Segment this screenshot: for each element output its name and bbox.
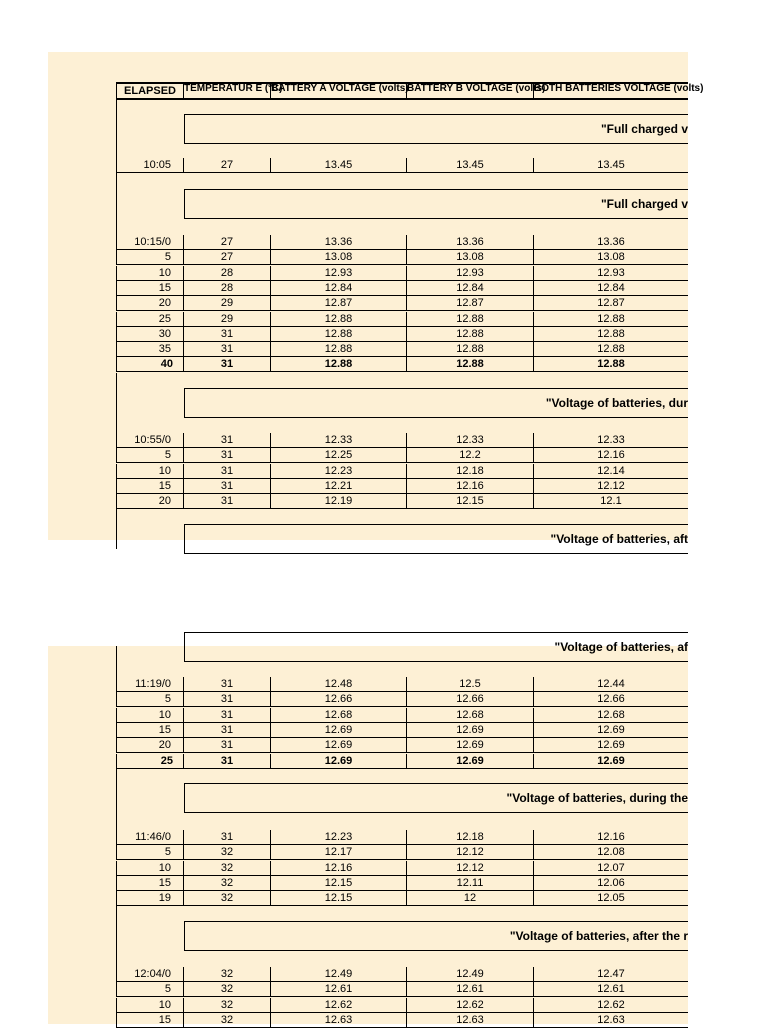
elapsed-cell: 11:46/0 [116, 830, 184, 845]
temperature-cell: 32 [184, 998, 271, 1013]
table-row [116, 296, 688, 311]
elapsed-cell: 10 [116, 708, 184, 723]
both-batteries-cell: 12.63 [534, 1013, 688, 1028]
temperature-cell: 29 [184, 296, 271, 311]
battery-a-cell: 12.15 [271, 876, 407, 891]
both-batteries-cell: 12.44 [534, 677, 688, 692]
battery-a-cell: 12.33 [271, 433, 407, 448]
both-batteries-cell: 12.84 [534, 281, 688, 296]
battery-b-cell: 12.66 [407, 692, 534, 707]
battery-b-cell: 12.87 [407, 296, 534, 311]
table-row [116, 250, 688, 265]
battery-a-cell: 12.66 [271, 692, 407, 707]
elapsed-cell: 5 [116, 250, 184, 265]
battery-b-cell: 12 [407, 891, 534, 906]
temperature-cell: 32 [184, 845, 271, 860]
temperature-cell: 32 [184, 982, 271, 997]
section-note-text: "Full charged v [600, 197, 688, 211]
table-row [116, 708, 688, 723]
temperature-cell: 31 [184, 754, 271, 769]
battery-a-cell: 12.69 [271, 738, 407, 753]
section-note [184, 189, 688, 219]
section-note [184, 524, 688, 554]
table-row [116, 479, 688, 494]
battery-a-cell: 12.69 [271, 754, 407, 769]
battery-b-cell: 12.88 [407, 327, 534, 342]
both-batteries-cell: 12.88 [534, 327, 688, 342]
battery-b-cell: 13.08 [407, 250, 534, 265]
elapsed-cell: 10:15/0 [116, 235, 184, 250]
battery-a-cell: 12.15 [271, 891, 407, 906]
temperature-cell: 31 [184, 677, 271, 692]
both-batteries-cell: 13.36 [534, 235, 688, 250]
elapsed-cell: 10 [116, 861, 184, 876]
section-note-text: "Full charged v [600, 122, 688, 136]
battery-b-cell: 12.11 [407, 876, 534, 891]
header-battery-b: BATTERY B VOLTAGE (volts) [407, 82, 534, 100]
table-row [116, 677, 688, 692]
temperature-cell: 32 [184, 967, 271, 982]
elapsed-cell: 10 [116, 464, 184, 479]
battery-a-cell: 12.84 [271, 281, 407, 296]
elapsed-cell: 15 [116, 479, 184, 494]
both-batteries-cell: 12.1 [534, 494, 688, 509]
elapsed-cell: 20 [116, 296, 184, 311]
temperature-cell: 31 [184, 494, 271, 509]
temperature-cell: 31 [184, 723, 271, 738]
temperature-cell: 31 [184, 479, 271, 494]
section-note-text: "Voltage of batteries, dur [545, 396, 688, 410]
both-batteries-cell: 12.61 [534, 982, 688, 997]
data-table [48, 52, 704, 546]
battery-b-cell: 12.16 [407, 479, 534, 494]
battery-a-cell: 12.61 [271, 982, 407, 997]
header-temperature: TEMPERATUR E (ºC) [184, 82, 271, 100]
table-row [116, 266, 688, 281]
table-row [116, 967, 688, 982]
battery-b-cell: 12.49 [407, 967, 534, 982]
battery-b-cell: 12.88 [407, 312, 534, 327]
elapsed-cell: 10 [116, 266, 184, 281]
section-note [184, 783, 688, 813]
both-batteries-cell: 13.08 [534, 250, 688, 265]
section-note-text: "Voltage of batteries, after the r [509, 929, 688, 943]
elapsed-cell: 25 [116, 312, 184, 327]
column-header-row [116, 82, 704, 100]
elapsed-cell: 10:05 [116, 158, 184, 173]
temperature-cell: 32 [184, 891, 271, 906]
header-battery-a: BATTERY A VOLTAGE (volts) [271, 82, 407, 100]
elapsed-cell: 25 [116, 754, 184, 769]
battery-b-cell: 12.88 [407, 357, 534, 372]
both-batteries-cell: 12.69 [534, 723, 688, 738]
both-batteries-cell: 12.47 [534, 967, 688, 982]
table-row [116, 982, 688, 997]
elapsed-cell: 11:19/0 [116, 677, 184, 692]
battery-b-cell: 12.63 [407, 1013, 534, 1028]
table-row [116, 312, 688, 327]
battery-a-cell: 12.63 [271, 1013, 407, 1028]
battery-a-cell: 12.88 [271, 312, 407, 327]
temperature-cell: 31 [184, 738, 271, 753]
temperature-cell: 28 [184, 266, 271, 281]
section-note [184, 114, 688, 144]
battery-b-cell: 12.68 [407, 708, 534, 723]
elapsed-cell: 15 [116, 876, 184, 891]
temperature-cell: 28 [184, 281, 271, 296]
elapsed-cell: 35 [116, 342, 184, 357]
both-batteries-cell: 12.62 [534, 998, 688, 1013]
battery-a-cell: 12.25 [271, 448, 407, 463]
battery-a-cell: 13.45 [271, 158, 407, 173]
both-batteries-cell: 12.66 [534, 692, 688, 707]
battery-a-cell: 12.17 [271, 845, 407, 860]
battery-a-cell: 12.69 [271, 723, 407, 738]
elapsed-cell: 20 [116, 738, 184, 753]
both-batteries-cell: 12.06 [534, 876, 688, 891]
temperature-cell: 32 [184, 861, 271, 876]
battery-a-cell: 12.16 [271, 861, 407, 876]
table-row [116, 1013, 688, 1028]
temperature-cell: 32 [184, 1013, 271, 1028]
table-row [116, 327, 688, 342]
elapsed-cell: 15 [116, 723, 184, 738]
temperature-cell: 29 [184, 312, 271, 327]
table-row [116, 998, 688, 1013]
battery-b-cell: 12.5 [407, 677, 534, 692]
both-batteries-cell: 12.93 [534, 266, 688, 281]
battery-b-cell: 12.18 [407, 464, 534, 479]
elapsed-cell: 5 [116, 982, 184, 997]
section-note [184, 632, 688, 662]
table-row [116, 357, 688, 372]
elapsed-cell: 19 [116, 891, 184, 906]
elapsed-cell: 10 [116, 998, 184, 1013]
battery-b-cell: 12.69 [407, 723, 534, 738]
elapsed-cell: 5 [116, 448, 184, 463]
battery-b-cell: 12.69 [407, 738, 534, 753]
elapsed-cell: 15 [116, 281, 184, 296]
both-batteries-cell: 12.08 [534, 845, 688, 860]
table-row [116, 876, 688, 891]
temperature-cell: 31 [184, 342, 271, 357]
spreadsheet-page-2 [48, 640, 688, 1026]
table-row [116, 754, 688, 769]
temperature-cell: 27 [184, 250, 271, 265]
elapsed-cell: 30 [116, 327, 184, 342]
temperature-cell: 27 [184, 158, 271, 173]
both-batteries-cell: 13.45 [534, 158, 688, 173]
table-row [116, 845, 688, 860]
battery-a-cell: 12.19 [271, 494, 407, 509]
battery-b-cell: 12.88 [407, 342, 534, 357]
both-batteries-cell: 12.14 [534, 464, 688, 479]
battery-b-cell: 12.62 [407, 998, 534, 1013]
section-note-text: "Voltage of batteries, aft [550, 532, 688, 546]
section-note [184, 921, 688, 951]
battery-b-cell: 12.69 [407, 754, 534, 769]
battery-b-cell: 12.12 [407, 861, 534, 876]
battery-b-cell: 12.33 [407, 433, 534, 448]
battery-b-cell: 13.36 [407, 235, 534, 250]
temperature-cell: 31 [184, 464, 271, 479]
battery-a-cell: 12.93 [271, 266, 407, 281]
elapsed-cell: 15 [116, 1013, 184, 1028]
temperature-cell: 31 [184, 830, 271, 845]
both-batteries-cell: 12.12 [534, 479, 688, 494]
battery-a-cell: 12.88 [271, 342, 407, 357]
elapsed-cell: 10:55/0 [116, 433, 184, 448]
table-row [116, 891, 688, 906]
battery-a-cell: 13.08 [271, 250, 407, 265]
battery-a-cell: 12.23 [271, 830, 407, 845]
section-note [184, 388, 688, 418]
both-batteries-cell: 12.16 [534, 448, 688, 463]
elapsed-cell: 12:04/0 [116, 967, 184, 982]
spreadsheet-page-1 [48, 52, 704, 546]
elapsed-cell: 5 [116, 692, 184, 707]
temperature-cell: 31 [184, 708, 271, 723]
battery-b-cell: 12.93 [407, 266, 534, 281]
elapsed-cell: 40 [116, 357, 184, 372]
battery-a-cell: 12.68 [271, 708, 407, 723]
both-batteries-cell: 12.69 [534, 754, 688, 769]
both-batteries-cell: 12.16 [534, 830, 688, 845]
both-batteries-cell: 12.87 [534, 296, 688, 311]
temperature-cell: 31 [184, 448, 271, 463]
temperature-cell: 31 [184, 327, 271, 342]
battery-a-cell: 12.87 [271, 296, 407, 311]
table-row [116, 830, 688, 845]
battery-a-cell: 12.49 [271, 967, 407, 982]
elapsed-cell: 20 [116, 494, 184, 509]
battery-a-cell: 12.88 [271, 327, 407, 342]
elapsed-cell: 5 [116, 845, 184, 860]
section-note-text: "Voltage of batteries, af [554, 640, 688, 654]
battery-a-cell: 12.48 [271, 677, 407, 692]
battery-a-cell: 13.36 [271, 235, 407, 250]
table-row [116, 342, 688, 357]
table-row [116, 464, 688, 479]
table-row [116, 738, 688, 753]
temperature-cell: 31 [184, 357, 271, 372]
table-row [116, 448, 688, 463]
both-batteries-cell: 12.88 [534, 342, 688, 357]
both-batteries-cell: 12.07 [534, 861, 688, 876]
table-row [116, 692, 688, 707]
temperature-cell: 27 [184, 235, 271, 250]
both-batteries-cell: 12.68 [534, 708, 688, 723]
temperature-cell: 32 [184, 876, 271, 891]
both-batteries-cell: 12.05 [534, 891, 688, 906]
both-batteries-cell: 12.88 [534, 312, 688, 327]
table-row [116, 281, 688, 296]
battery-b-cell: 12.2 [407, 448, 534, 463]
battery-b-cell: 12.12 [407, 845, 534, 860]
temperature-cell: 31 [184, 692, 271, 707]
battery-a-cell: 12.88 [271, 357, 407, 372]
both-batteries-cell: 12.33 [534, 433, 688, 448]
battery-b-cell: 12.61 [407, 982, 534, 997]
both-batteries-cell: 12.69 [534, 738, 688, 753]
table-row [116, 433, 688, 448]
battery-b-cell: 12.15 [407, 494, 534, 509]
data-table [48, 640, 688, 1026]
table-row [116, 235, 688, 250]
battery-b-cell: 12.84 [407, 281, 534, 296]
battery-a-cell: 12.62 [271, 998, 407, 1013]
battery-b-cell: 13.45 [407, 158, 534, 173]
header-elapsed: ELAPSED [116, 82, 184, 100]
table-row [116, 861, 688, 876]
table-row [116, 158, 688, 173]
battery-b-cell: 12.18 [407, 830, 534, 845]
battery-a-cell: 12.23 [271, 464, 407, 479]
section-note-text: "Voltage of batteries, during the [506, 791, 688, 805]
header-both-batteries: BOTH BATTERIES VOLTAGE (volts) [534, 82, 688, 100]
table-row [116, 494, 688, 509]
temperature-cell: 31 [184, 433, 271, 448]
both-batteries-cell: 12.88 [534, 357, 688, 372]
table-row [116, 723, 688, 738]
battery-a-cell: 12.21 [271, 479, 407, 494]
